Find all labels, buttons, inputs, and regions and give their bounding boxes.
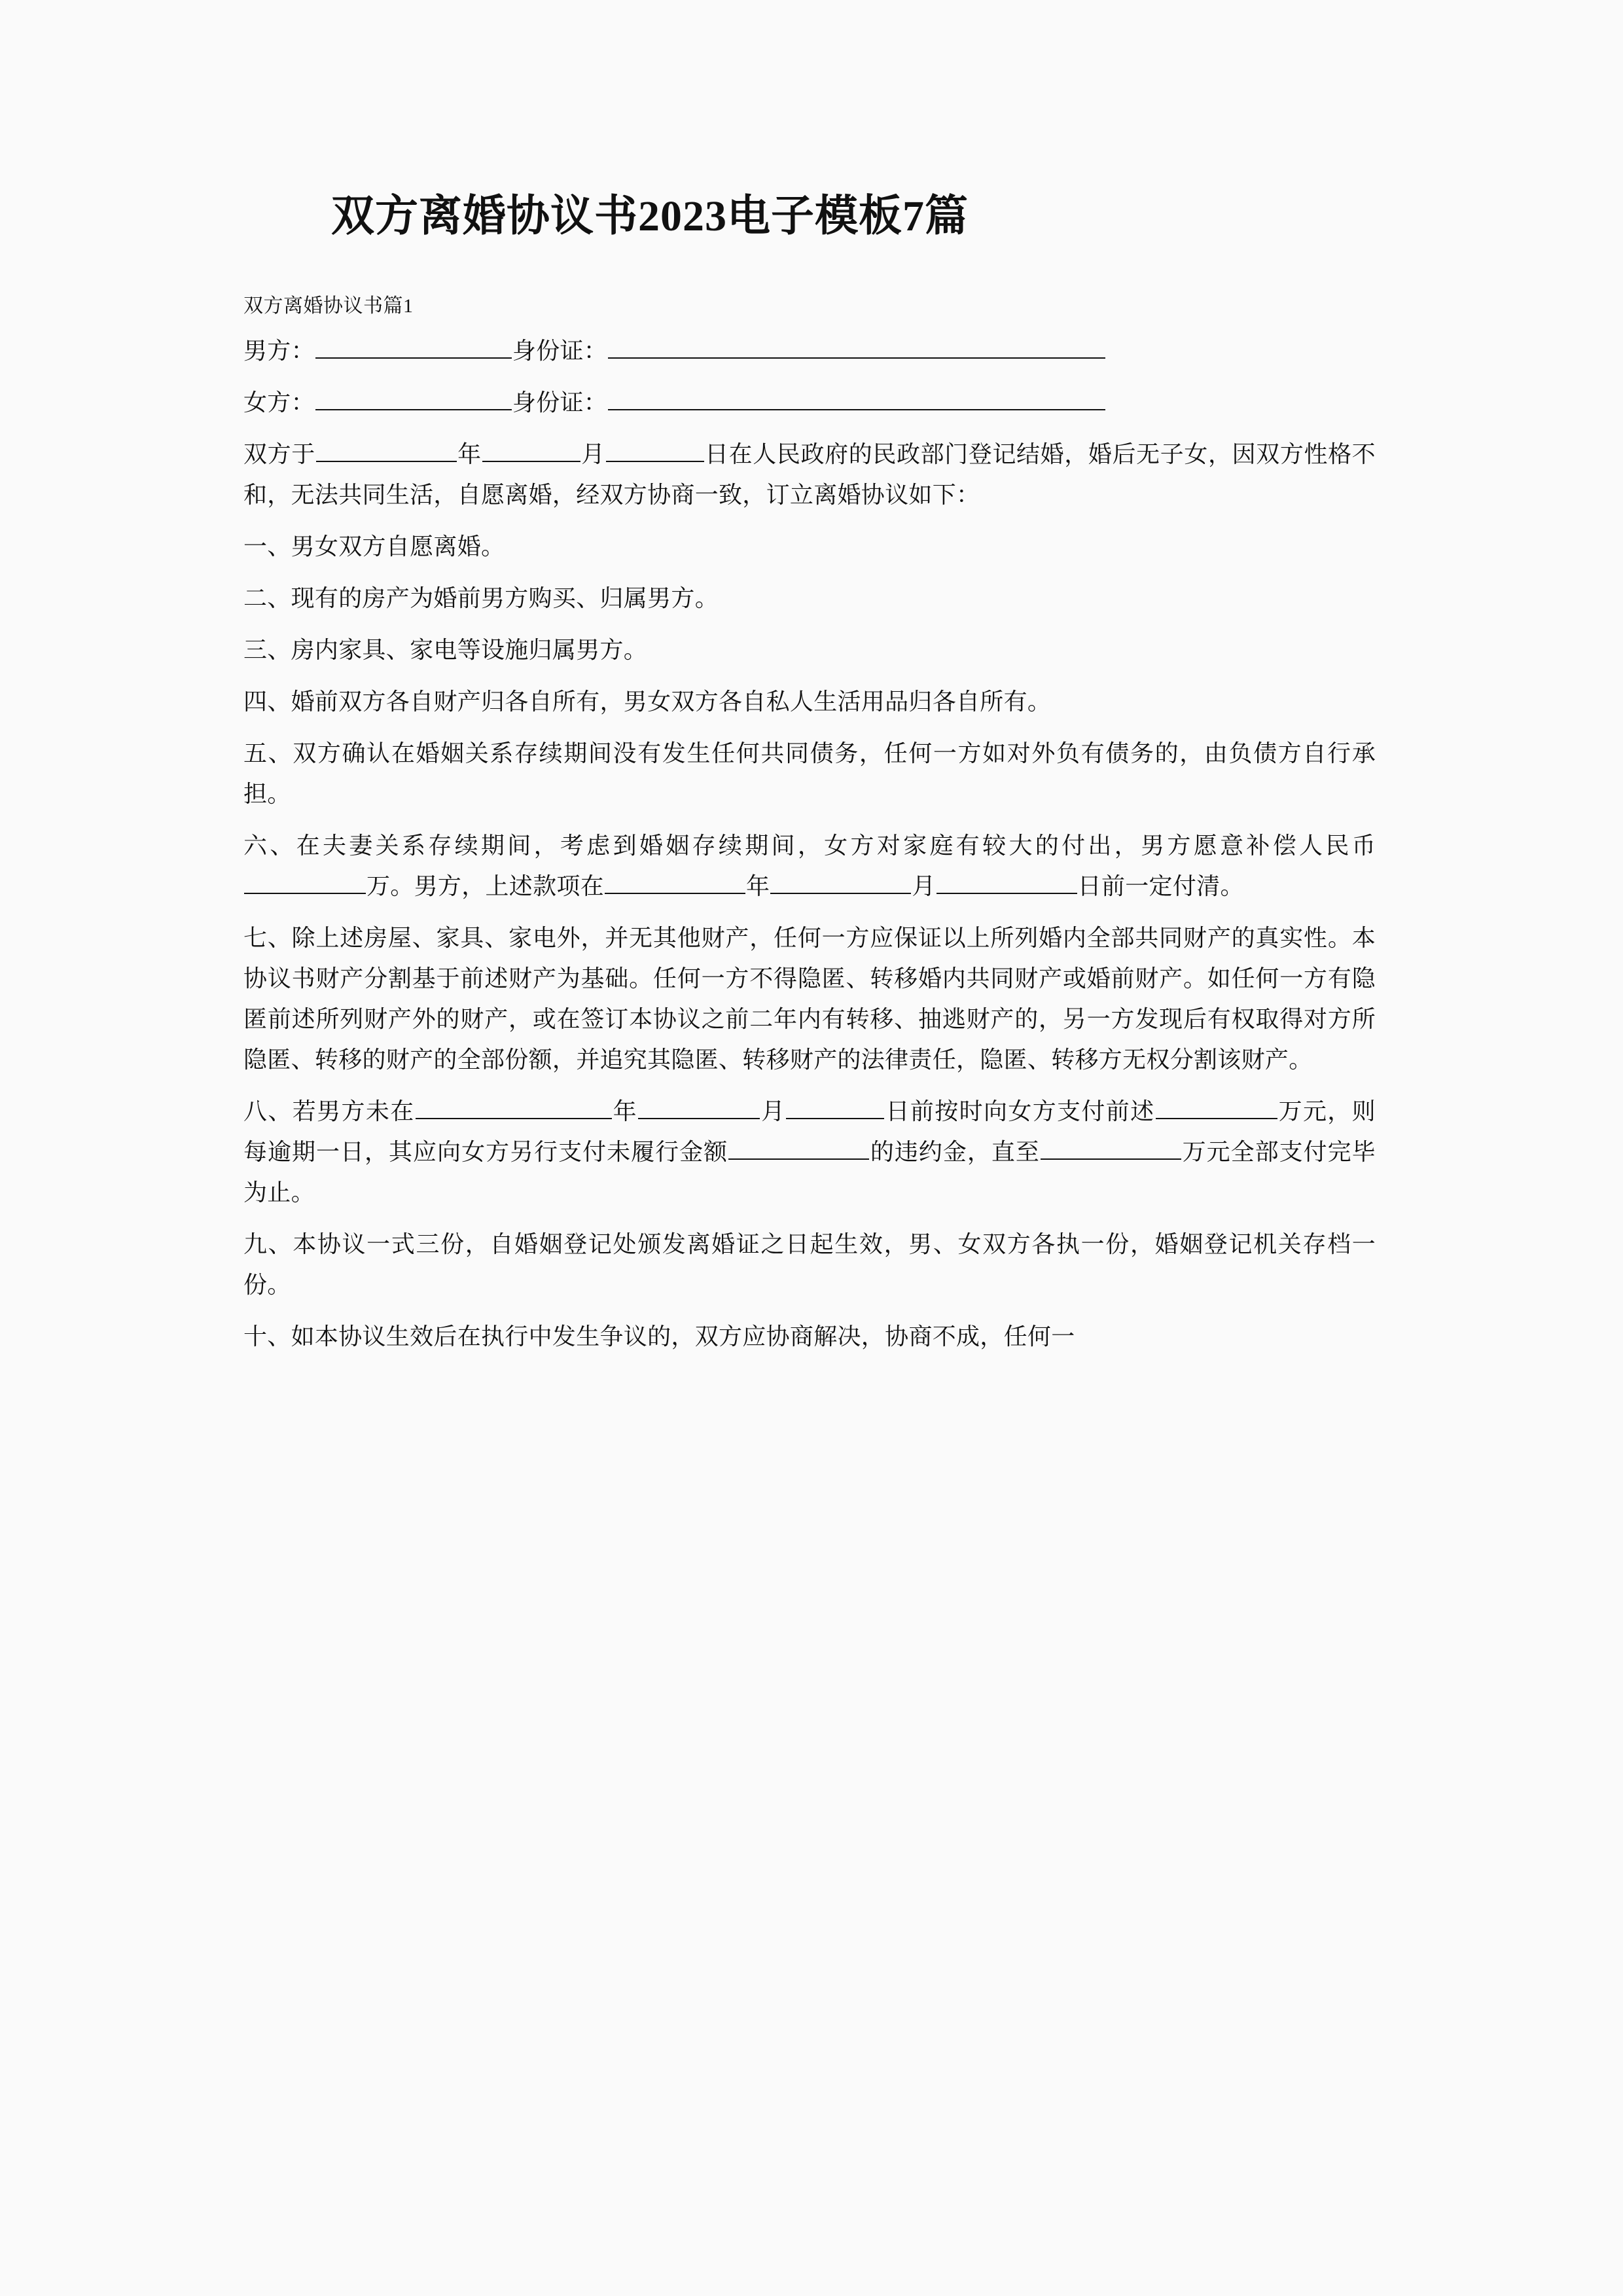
clause-item-8: [243, 1080, 1376, 1213]
clause-8-text-b: 年: [612, 1098, 637, 1124]
clause-8-text-a: 八、若男方未在: [243, 1098, 415, 1124]
clause-8-day-blank[interactable]: [786, 1092, 884, 1119]
marriage-intro-text: 双方于: [243, 441, 315, 467]
marriage-month-label: 月: [580, 441, 605, 467]
clause-item-10: 十、如本协议生效后在执行中发生争议的，双方应协商解决，协商不成，任何一: [243, 1323, 1075, 1350]
clause-item-1: 一、男女双方自愿离婚。: [243, 533, 505, 560]
clause-6-text-b: 万。男方，上述款项在: [366, 873, 605, 899]
clause-8-total-blank[interactable]: [1041, 1132, 1181, 1160]
party-male-name-blank[interactable]: [315, 331, 512, 359]
clause-item-6: [243, 814, 1376, 906]
clause-6-day-blank[interactable]: [936, 867, 1077, 894]
clause-8-penalty-base-blank[interactable]: [728, 1132, 869, 1160]
clause-6-text-d: 月: [912, 873, 936, 899]
clause-8-text-d: 日前按时向女方支付前述: [885, 1098, 1155, 1124]
party-male-label: 男方：: [243, 338, 315, 364]
party-female-id-label: 身份证：: [512, 389, 608, 416]
clause-6-text-e: 日前一定付清。: [1077, 873, 1244, 899]
party-female-line: [243, 371, 1376, 423]
party-female-id-blank[interactable]: [608, 383, 1105, 410]
clause-item-2: 二、现有的房产为婚前男方购买、归属男方。: [243, 585, 719, 611]
marriage-year-blank[interactable]: [316, 435, 457, 462]
page-title: 双方离婚协议书2023电子模板7篇: [331, 192, 969, 240]
section-heading-1: 双方离婚协议书篇1: [243, 295, 414, 317]
clause-6-text-a: 六、在夫妻关系存续期间，考虑到婚姻存续期间，女方对家庭有较大的付出，男方愿意补偿人民币: [243, 833, 1376, 859]
clause-6-month-blank[interactable]: [770, 867, 911, 894]
document-content: [243, 0, 1376, 1357]
clause-item-3: 三、房内家具、家电等设施归属男方。: [243, 637, 648, 663]
party-male-id-label: 身份证：: [512, 338, 608, 364]
clause-8-month-blank[interactable]: [638, 1092, 760, 1119]
clause-6-year-blank[interactable]: [605, 867, 745, 894]
marriage-rest-text: 日在人民政府的民政部门登记结婚，婚后无子女，因双方性格不和，无法共同生活，自愿离婚，经双方协商一致，订立离婚协议如下：: [243, 441, 1376, 508]
marriage-day-blank[interactable]: [606, 435, 704, 462]
clause-item-4: 四、婚前双方各自财产归各自所有，男女双方各自私人生活用品归各自所有。: [243, 689, 1052, 715]
clause-8-amount-blank[interactable]: [1156, 1092, 1277, 1119]
clause-item-5: 五、双方确认在婚姻关系存续期间没有发生任何共同债务，任何一方如对外负有债务的，由负债方自行承担。: [243, 740, 1376, 807]
clause-6-text-c: 年: [746, 873, 770, 899]
party-male-line: [243, 319, 1376, 371]
clause-item-9: 九、本协议一式三份，自婚姻登记处颁发离婚证之日起生效，男、女双方各执一份，婚姻登记机关存档一份。: [243, 1231, 1376, 1298]
clause-8-text-e: 万元，则每逾期一日，其应向女方另行支付未履行金额: [243, 1098, 1376, 1165]
clause-6-amount-blank[interactable]: [244, 867, 366, 894]
clause-8-text-c: 月: [760, 1098, 786, 1124]
marriage-month-blank[interactable]: [482, 435, 580, 462]
party-male-id-blank[interactable]: [608, 331, 1105, 359]
clause-8-text-f: 的违约金，直至: [870, 1139, 1040, 1165]
marriage-registration-paragraph: [243, 423, 1376, 515]
party-female-label: 女方：: [243, 389, 315, 416]
party-female-name-blank[interactable]: [315, 383, 512, 410]
clause-8-year-blank[interactable]: [416, 1092, 612, 1119]
clause-item-7: 七、除上述房屋、家具、家电外，并无其他财产，任何一方应保证以上所列婚内全部共同财产的真实性。本协议书财产分割基于前述财产为基础。任何一方不得隐匿、转移婚内共同财产或婚前财产。如任何一方有隐匿前述所列财产外的财产，或在签订本协议之前二年内有转移、抽逃财产的，另一方发现后有权取得对方所隐匿、转移的财产的全部份额，并追究其隐匿、转移财产的法律责任，隐匿、转移方无权分割该财产。: [243, 925, 1376, 1073]
marriage-year-label: 年: [457, 441, 482, 467]
clause-8-text-g: 万元全部支付完毕为止。: [243, 1139, 1376, 1206]
